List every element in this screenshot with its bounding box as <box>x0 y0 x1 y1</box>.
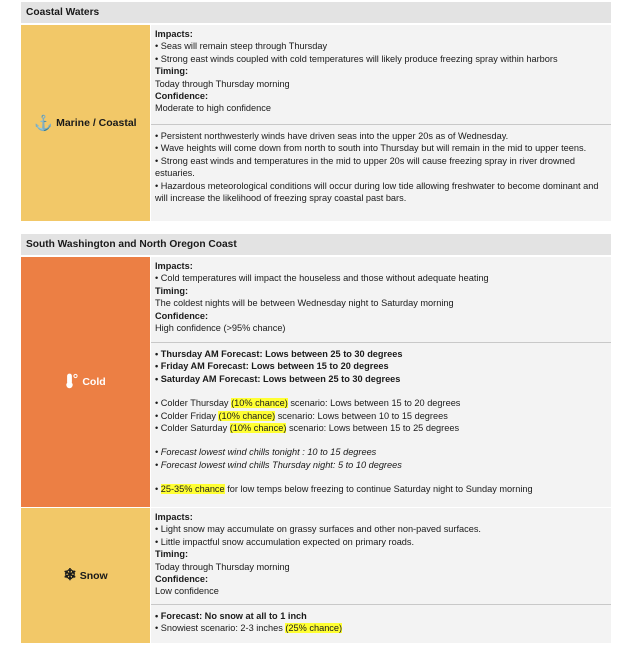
thermometer-icon <box>65 373 79 392</box>
hazard-details-cold <box>151 257 611 507</box>
forecast-item: • Friday AM Forecast: Lows between 15 to 20 degrees <box>155 361 389 372</box>
hazard-label-cold <box>21 257 151 507</box>
hazard-details-marine <box>151 25 611 221</box>
confidence-heading: Confidence: <box>155 310 209 321</box>
scenario-item: • Colder Saturday (10% chance) scenario: Lows between 15 to 25 degrees <box>155 423 460 434</box>
snowflake-icon: ❄ <box>63 566 77 584</box>
scenario-item: • Colder Friday (10% chance) scenario: Lows between 10 to 15 degrees <box>155 410 448 421</box>
confidence-text: High confidence (>95% chance) <box>155 323 286 334</box>
extended-item: • 25-35% chance for low temps below freezing to continue Saturday night to Sunday morning <box>155 484 533 495</box>
impacts-heading: Impacts: <box>155 512 193 522</box>
hazard-row-snow <box>21 508 611 643</box>
wind-chill-item: • Forecast lowest wind chills tonight : 10 to 15 degrees <box>155 447 377 458</box>
impacts-block <box>151 25 611 125</box>
impact-item: • Little impactful snow accumulation expected on primary roads. <box>155 536 415 547</box>
hazard-row-cold <box>21 257 611 507</box>
note-item: • Hazardous meteorological conditions will occur during low tide allowing freshwater to become dominant and will increase the likelihood of freezing spray coastal past bars. <box>155 180 599 204</box>
confidence-heading: Confidence: <box>155 574 209 585</box>
hazard-label-text: Marine / Coastal <box>56 117 137 129</box>
snowiest-item: • Snowiest scenario: 2-3 inches (25% chance) <box>155 623 343 634</box>
hazard-label-marine <box>21 25 151 221</box>
impact-item: • Light snow may accumulate on grassy surfaces and other non-paved surfaces. <box>155 524 481 535</box>
impacts-heading: Impacts: <box>155 29 193 39</box>
hazard-label-text: Cold <box>82 376 106 388</box>
section-header-sw-no-coast <box>21 234 611 255</box>
hazard-label-snow <box>21 508 151 643</box>
confidence-text: Moderate to high confidence <box>155 103 271 114</box>
forecast-item: • Forecast: No snow at all to 1 inch <box>155 611 307 621</box>
forecast-item: • Saturday AM Forecast: Lows between 25 to 30 degrees <box>155 373 401 384</box>
notes-block <box>151 125 611 206</box>
timing-text: Today through Thursday morning <box>155 78 290 89</box>
hazard-label-text: Snow <box>79 569 108 582</box>
note-item: • Strong east winds and temperatures in the mid to upper 20s will cause freezing spray in river drowned estuaries. <box>155 155 575 179</box>
note-item: • Wave heights will come down from north to south into Thursday but will remain in the mid to upper teens. <box>155 143 587 154</box>
impacts-block <box>151 508 611 605</box>
timing-heading: Timing: <box>155 549 189 560</box>
scenario-item: • Colder Thursday (10% chance) scenario: Lows between 15 to 20 degrees <box>155 398 461 409</box>
impact-item: • Seas will remain steep through Thursday <box>155 41 328 52</box>
timing-text: Today through Thursday morning <box>155 561 290 572</box>
impacts-heading: Impacts: <box>155 261 193 271</box>
section-header-coastal-waters <box>21 2 611 23</box>
forecast-block <box>151 343 611 498</box>
impacts-block <box>151 257 611 343</box>
confidence-heading: Confidence: <box>155 91 209 102</box>
note-item: • Persistent northwesterly winds have driven seas into the upper 20s as of Wednesday. <box>155 131 509 141</box>
timing-heading: Timing: <box>155 285 189 296</box>
anchor-icon: ⚓ <box>34 114 54 132</box>
impact-item: • Strong east winds coupled with cold temperatures will likely produce freezing spray within harbors <box>155 53 558 64</box>
confidence-text: Low confidence <box>155 586 219 597</box>
timing-text: The coldest nights will be between Wednesday night to Saturday morning <box>155 298 454 309</box>
hazard-row-marine <box>21 25 611 221</box>
forecast-item: • Thursday AM Forecast: Lows between 25 to 30 degrees <box>155 349 403 359</box>
timing-heading: Timing: <box>155 66 189 77</box>
hazard-details-snow <box>151 508 611 643</box>
impact-item: • Cold temperatures will impact the houseless and those without adequate heating <box>155 273 489 284</box>
snow-forecast-block <box>151 605 611 637</box>
section-title: South Washington and North Oregon Coast <box>26 239 237 250</box>
section-title: Coastal Waters <box>26 7 100 18</box>
wind-chill-item: • Forecast lowest wind chills Thursday night: 5 to 10 degrees <box>155 459 402 470</box>
